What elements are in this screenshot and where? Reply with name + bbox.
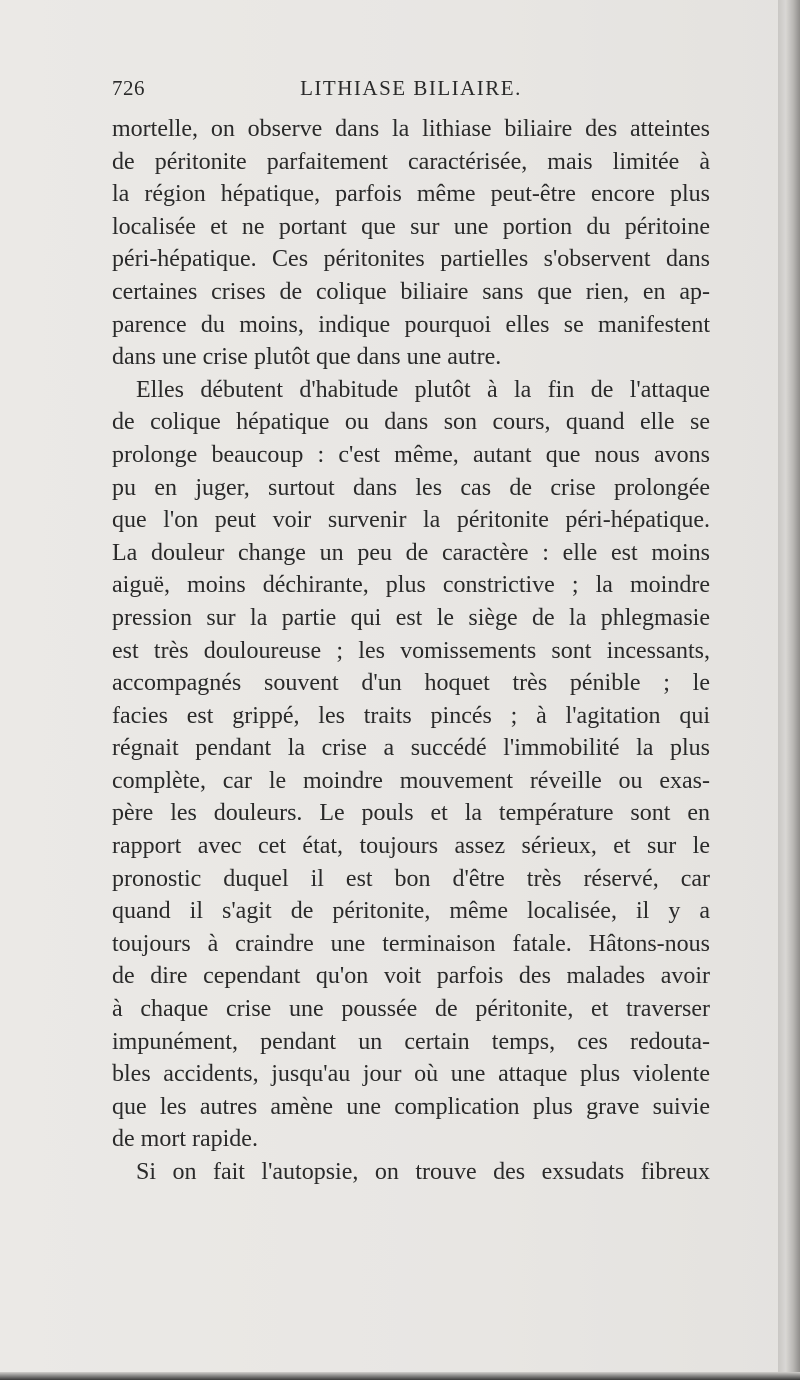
text-line: parence du moins, indique pourquoi elles se manifestent [112, 311, 710, 338]
text-line: rapport avec cet état, toujours assez sérieux, et sur le [112, 833, 710, 860]
text-line: de mort rapide. [112, 1126, 258, 1153]
running-title: LITHIASE BILIAIRE. [300, 76, 522, 100]
text-line: bles accidents, jusqu'au jour où une attaque plus violente [112, 1061, 710, 1088]
text-line: pression sur la partie qui est le siège de la phlegmasie [112, 604, 710, 631]
text-line: pronostic duquel il est bon d'être très réservé, car [112, 865, 710, 892]
text-line: impunément, pendant un certain temps, ces redouta- [112, 1028, 710, 1055]
text-line: est très douloureuse ; les vomissements sont incessants, [112, 637, 710, 664]
text-line: que les autres amène une complication plus grave suivie [112, 1093, 710, 1120]
body-text [112, 113, 710, 1189]
text-line: que l'on peut voir survenir la péritonite péri-hépatique. [112, 507, 710, 534]
text-line: dans une crise plutôt que dans une autre. [112, 344, 502, 371]
text-line: aiguë, moins déchirante, plus constrictive ; la moindre [112, 572, 710, 599]
text-line: de colique hépatique ou dans son cours, quand elle se [112, 409, 710, 436]
text-line: La douleur change un peu de caractère : elle est moins [112, 539, 710, 566]
text-line: de péritonite parfaitement caractérisée, mais limitée à [112, 148, 710, 175]
page-bottom-shadow [0, 1372, 800, 1380]
text-line: à chaque crise une poussée de péritonite, et traverser [112, 996, 710, 1023]
text-line: la région hépatique, parfois même peut-être encore plus [112, 181, 710, 208]
text-line: prolonge beaucoup : c'est même, autant que nous avons [112, 441, 710, 468]
paragraph-start-line: Si on fait l'autopsie, on trouve des exsudats fibreux [136, 1159, 710, 1185]
paragraph-start-line: Elles débutent d'habitude plutôt à la fin de l'attaque [136, 376, 710, 403]
text-line: quand il s'agit de péritonite, même localisée, il y a [112, 898, 710, 925]
text-line: certaines crises de colique biliaire sans que rien, en ap- [112, 278, 710, 305]
text-line: régnait pendant la crise a succédé l'immobilité la plus [112, 735, 710, 762]
page-header [112, 76, 710, 106]
text-line: localisée et ne portant que sur une portion du péritoine [112, 213, 710, 240]
text-line: mortelle, on observe dans la lithiase biliaire des atteintes [112, 116, 710, 142]
page-number: 726 [112, 76, 145, 100]
text-line: toujours à craindre une terminaison fatale. Hâtons-nous [112, 930, 710, 957]
text-line: péri-hépatique. Ces péritonites partielles s'observent dans [112, 246, 710, 273]
page-edge-shadow [778, 0, 800, 1380]
text-line: de dire cependant qu'on voit parfois des malades avoir [112, 963, 710, 990]
text-line: facies est grippé, les traits pincés ; à l'agitation qui [112, 702, 710, 729]
text-line: père les douleurs. Le pouls et la température sont en [112, 800, 710, 827]
text-line: accompagnés souvent d'un hoquet très pénible ; le [112, 670, 710, 697]
text-line: complète, car le moindre mouvement réveille ou exas- [112, 767, 710, 794]
text-line: pu en juger, surtout dans les cas de crise prolongée [112, 474, 710, 501]
